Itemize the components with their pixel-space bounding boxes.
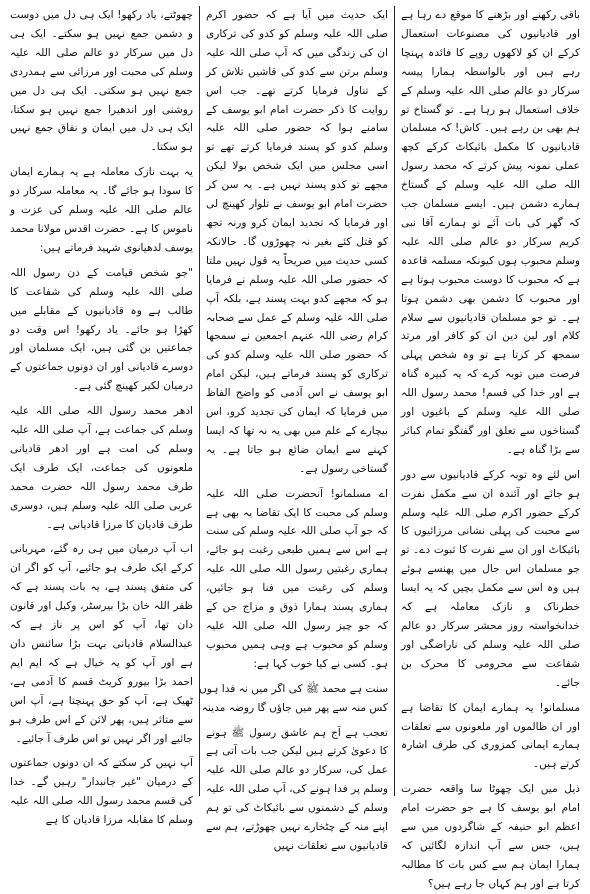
paragraph: اس لئے وہ توبہ کرکے قادیانیوں سے دور ہو جائے اور آئندہ ان سے مکمل نفرت کرکے حضور اکرم صلی اللہ علیہ وسلم سے محبت کی پہلی نشانی مرزائیوں کا بائیکاٹ اور ان سے نفرت کا ثبوت دے۔ تو جو مسلمان اس جال میں پھنسے ہوئے ہیں وہ اس سے مکمل بچیں کہ یہ ایسا خطرناک و نازک معاملہ ہے کہ خدانخواستہ روز محشر سرکار دو عالم صلی اللہ علیہ وسلم کی ناراضگی اور شفاعت سے محرومی کا محرک بن جائے۔ xyxy=(400,468,580,689)
column-middle xyxy=(198,6,394,852)
paragraph: چھوٹتے، یاد رکھو! ایک ہی دل میں دوست و دشمن جمع نہیں ہو سکتے۔ ایک ہی دل میں سرکار دو عالم صلی اللہ علیہ وسلم کی محبت اور مرزائی سے ہمدردی جمع نہیں ہو سکتی۔ ایک ہی دل میں روشنی اور اندھیرا جمع نہیں ہو سکتا، ایک ہی دل میں ایمان و نفاق جمع نہیں ہو سکتا۔ xyxy=(10,9,193,154)
poem-verse xyxy=(198,680,388,718)
paragraph: مسلمانو! یہ ہمارے ایمان کا تقاضا ہے اور ان ظالموں اور ملعونوں سے تعلقات ہمارے ایمانی کمزوری کی طرف اشارہ کرتے ہیں۔ xyxy=(400,701,580,771)
paragraph: ادھر محمد رسول اللہ صلی اللہ علیہ وسلم کی جماعت ہے، آپ صلی اللہ علیہ وسلم کی امت ہے اور ادھر قادیانی ملعونوں کی جماعت، ایک طرف ایک طرف محمد رسول اللہ حضرت محمد عربی صلی اللہ علیہ وسلم ہیں، دوسری طرف قادیان کا مرزا قادیانی ہے۔ xyxy=(10,405,193,531)
poem-line: سنت ہے محمد ﷺ کی اگر میں نہ فدا ہوں xyxy=(198,682,388,695)
paragraph: ذیل میں ایک چھوٹا سا واقعہ حضرت امام ابو یوسف کا ہے جو حضرت امام اعظم ابو حنیفہ کے شاگردوں میں سے ہیں، جس سے آپ اندازہ لگائیں کہ ہمارا ایمان ہم سے کس بات کا مطالبہ کرتا ہے اور ہم کہاں جا رہے ہیں؟ xyxy=(400,783,580,890)
paragraph: ایک حدیث میں آیا ہے کہ حضور اکرم صلی اللہ علیہ وسلم کو کدو کی ترکاری ان کی زندگی میں کہ آپ صلی اللہ علیہ وسلم برتن سے کدو کی قاشیں تلاش کر کے تناول فرمایا کرتے تھے۔ جب اس روایت کا ذکر حضرت امام ابو یوسف کے سامنے ہوا کہ حضور صلی اللہ علیہ وسلم کدو کو پسند فرمایا کرتے تھے تو اسی مجلس میں ایک شخص بولا لیکن مجھے تو کدو پسند نہیں ہے۔ یہ سن کر حضرت امام ابو یوسف نے تلوار کھینچ لی اور فرمایا کہ تجدید ایمان کرو ورنہ تجھ کو قتل کئے بغیر نہ چھوڑوں گا۔ حالانکہ کسی حدیث میں صریحاً یہ قول نہیں ملتا کہ حضور صلی اللہ علیہ وسلم نے فرمایا ہو کہ مجھے کدو بہت پسند ہے، بلکہ آپ صلی اللہ علیہ وسلم کے عمل سے صحابہ کرام رضی اللہ عنہم اجمعین نے سمجھا کہ حضور صلی اللہ علیہ وسلم کدو کی ترکاری کو پسند فرماتے ہیں، لیکن امام ابو یوسف نے اس آدمی کو واضح الفاظ میں فرمایا کہ ایمان کی تجدید کرو، اس بیچارے کے علم میں بھی یہ نہ تھا کہ ایسا کہنے سے ایمان ضائع ہو جاتا ہے۔ یہ گستاخی رسول ہے۔ xyxy=(205,9,388,475)
column-right xyxy=(395,6,584,890)
column-left xyxy=(6,6,199,827)
poem-line: کس منہ سے پھر میں جاؤں گا روضہ مدینہ xyxy=(201,701,388,714)
paragraph: اب آپ درمیان میں ہی رہ گئے، مہربانی کرکے ایک طرف ہو جائیے، آپ کو اگر ان کی متفق پسند ہے، یہ بات پسند ہے کہ ظفر اللہ خان بڑا بیرسٹر، وکیل اور قانون دان تھا، آپ کو اس پر ناز ہے کہ عبدالسلام قادیانی بہت بڑا سائنس دان ہے اور آپ کو یہ خیال ہے کہ ایم ایم احمد بڑا بیورو کریٹ قسم کا آدمی ہے، ٹھیک ہے، آپ کو حق پہنچتا ہے، آپ اس سے متاثر ہیں، پھر لائن کے اس طرف ہو جائیے اور اگر نہیں تو اس طرف آ جائیے۔ xyxy=(10,543,193,745)
paragraph: یہ بہت نازک معاملہ ہے یہ ہمارے ایمان کا سودا ہو جائے گا۔ یہ معاملہ سرکار دو عالم صلی اللہ علیہ وسلم کی عزت و ناموس کا ہے۔ حضرت اقدس مولانا محمد یوسف لدھیانوی شہید فرماتے ہیں: xyxy=(10,166,193,254)
paragraph: اے مسلمانو! آنحضرت صلی اللہ علیہ وسلم کی محبت کا ایک تقاضا یہ بھی ہے کہ جو آپ صلی اللہ علیہ وسلم کی سنت ہے اس سے ہمیں طبعی رغبت ہو جائے، ہماری رغبتیں رسول اللہ صلی اللہ علیہ وسلم کی رغبت میں فنا ہو جائیں، ہماری پسند ہمارا ذوق و مزاج جن کے کہ جو چیز رسول اللہ صلی اللہ علیہ وسلم کو محبوب ہے وہی ہمیں محبوب ہو۔ کسی نے کیا خوب کہا ہے: xyxy=(205,487,388,670)
paragraph: آپ نہیں کر سکتے کہ ان دونوں جماعتوں کے درمیان "غیر جانبدار" رہیں گے۔ خدا کی قسم محمد رسول اللہ صلی اللہ علیہ وسلم کا مقابلہ مرزا قادیان کا ہے xyxy=(10,757,193,827)
paragraph: باقی رکھنے اور بڑھنے کا موقع دے رہا ہے اور قادیانیوں کی مصنوعات استعمال کرکے ان کو لاکھوں روپے کا فائدہ پہنچا رہے ہیں اور بالواسطہ ہمارا پیسہ سرکار دو عالم صلی اللہ علیہ وسلم کے خلاف استعمال ہو رہا ہے۔ تو گستاخ تو ہم بھی بن رہے ہیں۔ کاش! کہ مسلمان قادیانیوں کا مکمل بائیکاٹ کرکے کچھ عملی نمونہ پیش کرتے کہ محمد رسول اللہ صلی اللہ علیہ وسلم کے گستاخ ہمارے دشمن ہیں۔ ایسے مسلمان جب کہ گھر کی بات آئے تو ہمارے آقا نبی کریم سرکار دو عالم صلی اللہ علیہ وسلم محبوب ہوں کیونکہ مسلمہ قاعدہ ہے کہ محبوب کا دوست محبوب ہوتا ہے اور محبوب کا دشمن بھی دشمن ہوتا ہے۔ تو جو مسلمان قادیانیوں سے سلام کلام اور لین دین ان کو کافر اور مرتد سمجھ کر کرتا ہے تو وہ شخص پہلی فرصت میں توبہ کرے کہ یہ کبیرہ گناہ ہے اور خدا کی قسم! محمد رسول اللہ صلی اللہ علیہ وسلم کے باغیوں اور گستاخوں سے تعلق اور گفتگو تمام کبائر سے بڑا گناہ ہے۔ xyxy=(400,9,580,456)
paragraph: تعجب ہے آج ہم عاشق رسول ﷺ ہونے کا دعویٰ کرتے ہیں لیکن جب بات آتی ہے عمل کی، سرکار دو عالم صلی اللہ علیہ وسلم پر فدا ہونے کی، آپ صلی اللہ علیہ وسلم کے دشمنوں سے بائیکاٹ کی تو ہم اپنے منہ کے چٹخارے نہیں چھوڑتے، ہم سے قادیانیوں سے تعلقات نہیں xyxy=(205,726,388,852)
quotation: "جو شخص قیامت کے دن رسول اللہ صلی اللہ علیہ وسلم کی شفاعت کا طالب ہے وہ قادیانیوں کے مقابلے میں کھڑا ہو جائے۔ یاد رکھو! اس وقت دو جماعتیں بن گئی ہیں، ایک مسلمان اور دوسرے قادیانی اور ان دونوں جماعتوں کے درمیان لکیر کھینچ گئی ہے۔ xyxy=(10,266,193,393)
